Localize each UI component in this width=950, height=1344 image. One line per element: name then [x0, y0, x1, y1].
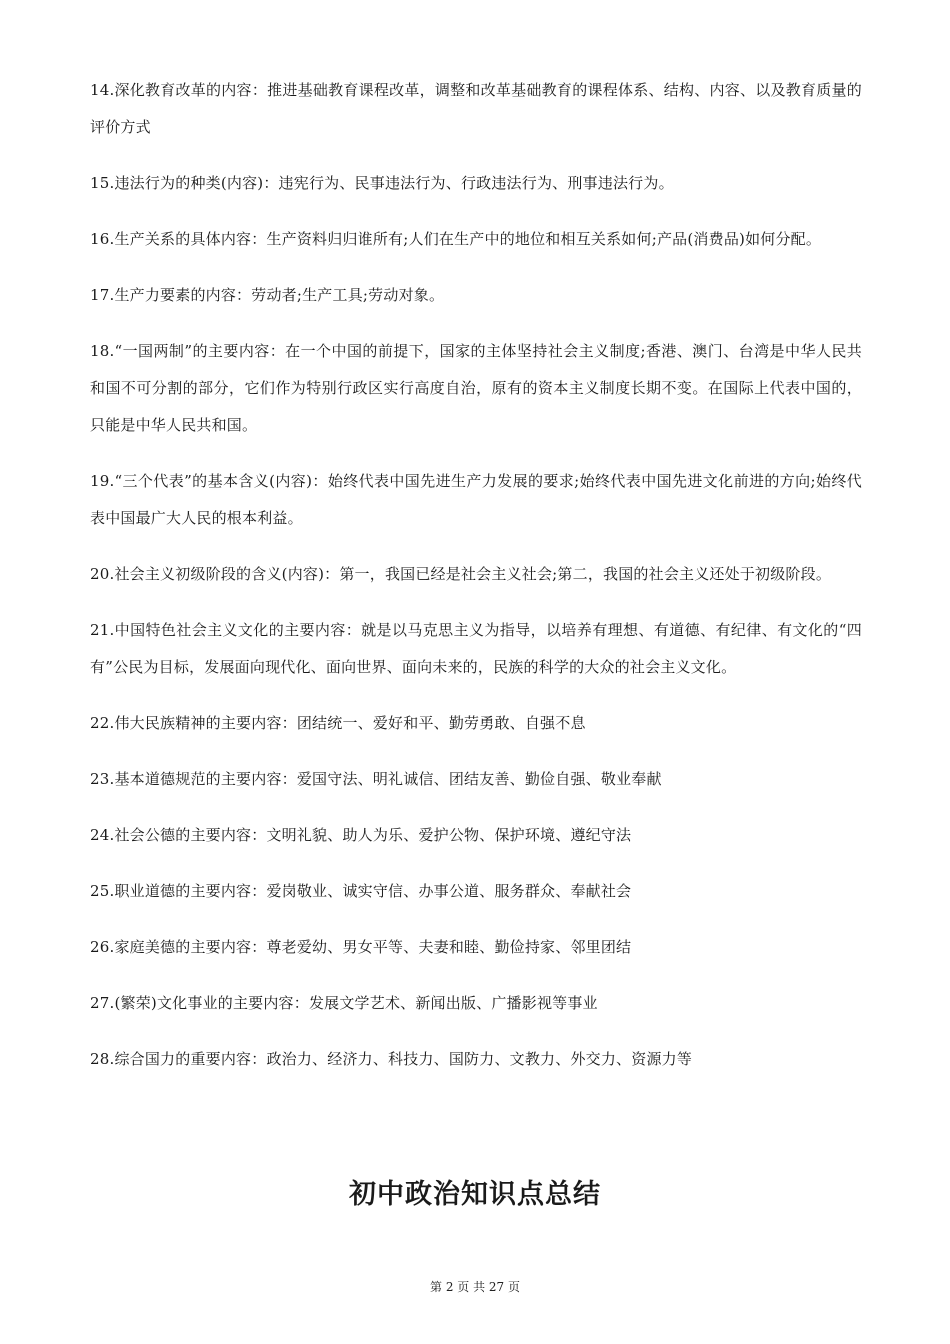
- list-item: 25.职业道德的主要内容：爱岗敬业、诚实守信、办事公道、服务群众、奉献社会: [90, 882, 632, 900]
- list-item: 26.家庭美德的主要内容：尊老爱幼、男女平等、夫妻和睦、勤俭持家、邻里团结: [90, 938, 632, 956]
- list-item: 15.违法行为的种类(内容)：违宪行为、民事违法行为、行政违法行为、刑事违法行为。: [90, 174, 674, 192]
- list-item: 24.社会公德的主要内容：文明礼貌、助人为乐、爱护公物、保护环境、遵纪守法: [90, 826, 632, 844]
- list-item: 20.社会主义初级阶段的含义(内容)：第一，我国已经是社会主义社会;第二，我国的社会主义还处于初级阶段。: [90, 565, 832, 583]
- list-item: 23.基本道德规范的主要内容：爱国守法、明礼诚信、团结友善、勤俭自强、敬业奉献: [90, 770, 662, 788]
- page-footer: 第 2 页 共 27 页: [430, 1280, 520, 1294]
- list-item: 18.“一国两制”的主要内容：在一个中国的前提下，国家的主体坚持社会主义制度;香港、澳门、台湾是中华人民共和国不可分割的部分，它们作为特别行政区实行高度自治，原有的资本主义制度长期不变。在国际上代表中国的，只能是中华人民共和国。: [90, 342, 862, 434]
- item-list: [90, 72, 862, 1097]
- list-item: 17.生产力要素的内容：劳动者;生产工具;劳动对象。: [90, 286, 445, 304]
- section-heading: 初中政治知识点总结: [349, 1179, 601, 1210]
- list-item: 16.生产关系的具体内容：生产资料归归谁所有;人们在生产中的地位和相互关系如何;产品(消费品)如何分配。: [90, 230, 822, 248]
- list-item: 14.深化教育改革的内容：推进基础教育课程改革，调整和改革基础教育的课程体系、结构、内容、以及教育质量的评价方式: [90, 81, 862, 136]
- list-item: 19.“三个代表”的基本含义(内容)：始终代表中国先进生产力发展的要求;始终代表中国先进文化前进的方向;始终代表中国最广大人民的根本利益。: [90, 472, 862, 527]
- list-item: 28.综合国力的重要内容：政治力、经济力、科技力、国防力、文教力、外交力、资源力等: [90, 1050, 693, 1068]
- list-item: 21.中国特色社会主义文化的主要内容：就是以马克思主义为指导，以培养有理想、有道德、有纪律、有文化的“四有”公民为目标，发展面向现代化、面向世界、面向未来的，民族的科学的大众的社会主义文化。: [90, 621, 862, 676]
- list-item: 27.(繁荣)文化事业的主要内容：发展文学艺术、新闻出版、广播影视等事业: [90, 994, 598, 1012]
- list-item: 22.伟大民族精神的主要内容：团结统一、爱好和平、勤劳勇敢、自强不息: [90, 714, 586, 732]
